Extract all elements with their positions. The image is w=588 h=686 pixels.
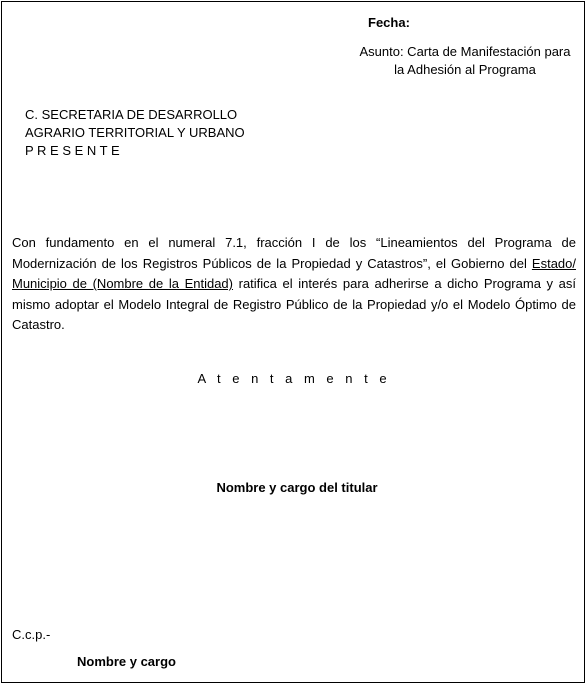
body-paragraph: [12, 233, 576, 336]
recipient-line-2: AGRARIO TERRITORIAL Y URBANO: [25, 125, 245, 140]
ccp-label: C.c.p.-: [12, 627, 51, 642]
signer-name: Nombre y cargo del titular: [216, 480, 378, 495]
ccp-name: Nombre y cargo: [77, 654, 176, 669]
recipient-presente: P R E S E N T E: [25, 143, 120, 158]
subject-block: [340, 43, 588, 79]
recipient-line-1: C. SECRETARIA DE DESARROLLO: [25, 107, 238, 122]
body-text-part-2: ratifica el interés para adherirse a dicho Programa y así mismo adoptar el Modelo Integral de Registro Público de la Propiedad y/o el Modelo Óptimo de Catastro.: [12, 276, 576, 332]
document-frame: [1, 1, 585, 683]
subject-line-2: la Adhesión al Programa: [394, 62, 536, 77]
body-text-part-1: Con fundamento en el numeral 7.1, fracción I de los “Lineamientos del Programa de Modernización de los Registros Públicos de la Propiedad y Catastros”, el Gobierno del: [12, 235, 576, 271]
closing-atentamente: A t e n t a m e n t e: [197, 371, 391, 386]
recipient-block: [25, 106, 245, 160]
date-label: Fecha:: [368, 15, 410, 30]
subject-line-1: Asunto: Carta de Manifestación para: [359, 44, 571, 59]
entity-placeholder: Estado/ Municipio de (Nombre de la Entidad): [12, 255, 576, 291]
